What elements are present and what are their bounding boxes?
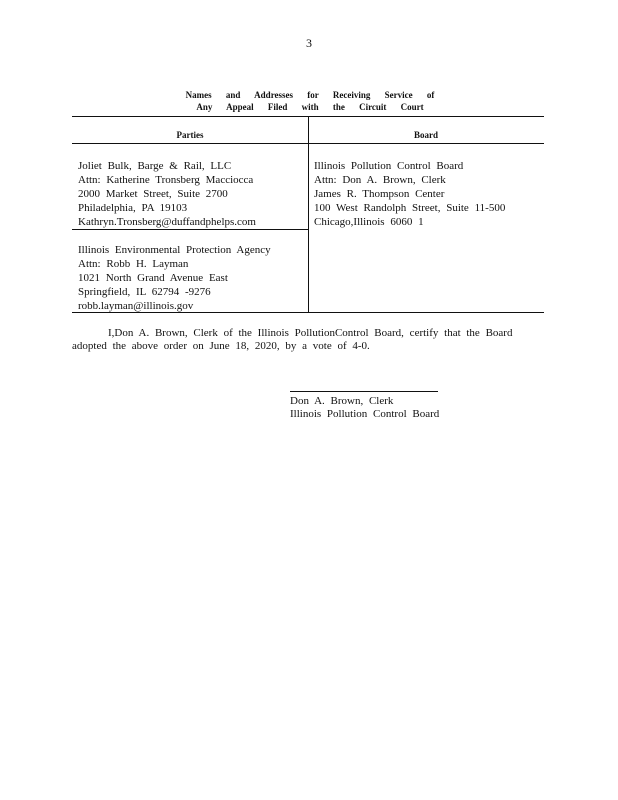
column-divider <box>308 117 309 312</box>
party-divider-rule <box>72 229 308 230</box>
signature-line <box>290 391 438 392</box>
address-line: Philadelphia, PA 19103 <box>78 202 188 214</box>
email-address: Kathryn.Tronsberg@duffandphelps.com <box>78 216 256 228</box>
address-line: Attn: Don A. Brown, Clerk <box>314 174 446 186</box>
signature-block <box>290 395 439 421</box>
signer-organization: Illinois Pollution Control Board <box>290 408 440 420</box>
address-line: Chicago,Illinois 6060 1 <box>314 216 424 228</box>
address-line: 1021 North Grand Avenue East <box>78 272 228 284</box>
address-line: 100 West Randolph Street, Suite 11-500 <box>314 202 506 214</box>
signer-name: Don A. Brown, Clerk <box>290 395 394 407</box>
email-address: robb.layman@illinois.gov <box>78 300 194 312</box>
board-address <box>314 159 505 229</box>
certification-paragraph <box>72 327 512 353</box>
certification-line-1: I,Don A. Brown, Clerk of the Illinois PollutionControl Board, certify that the Board <box>108 327 513 339</box>
address-line: Illinois Pollution Control Board <box>314 160 464 172</box>
service-heading-line-1: Names and Addresses for Receiving Service of <box>185 90 435 100</box>
page-number: 3 <box>306 36 312 50</box>
address-line: Attn: Katherine Tronsberg Macciocca <box>78 174 254 186</box>
party-address-illinois-epa <box>78 243 271 313</box>
address-line: Springfield, IL 62794 -9276 <box>78 286 211 298</box>
address-line: Attn: Robb H. Layman <box>78 258 189 270</box>
address-line: 2000 Market Street, Suite 2700 <box>78 188 228 200</box>
address-line: Joliet Bulk, Barge & Rail, LLC <box>78 160 232 172</box>
header-rule <box>72 143 544 144</box>
service-heading-line-2: Any Appeal Filed with the Circuit Court <box>196 102 424 112</box>
address-line: Illinois Environmental Protection Agency <box>78 244 271 256</box>
board-column-header: Board <box>413 130 438 140</box>
certification-line-2: adopted the above order on June 18, 2020, by a vote of 4-0. <box>72 340 370 352</box>
address-line: James R. Thompson Center <box>314 188 445 200</box>
service-table <box>72 116 544 313</box>
party-address-joliet-bulk <box>78 159 256 229</box>
parties-column-header: Parties <box>176 130 204 140</box>
